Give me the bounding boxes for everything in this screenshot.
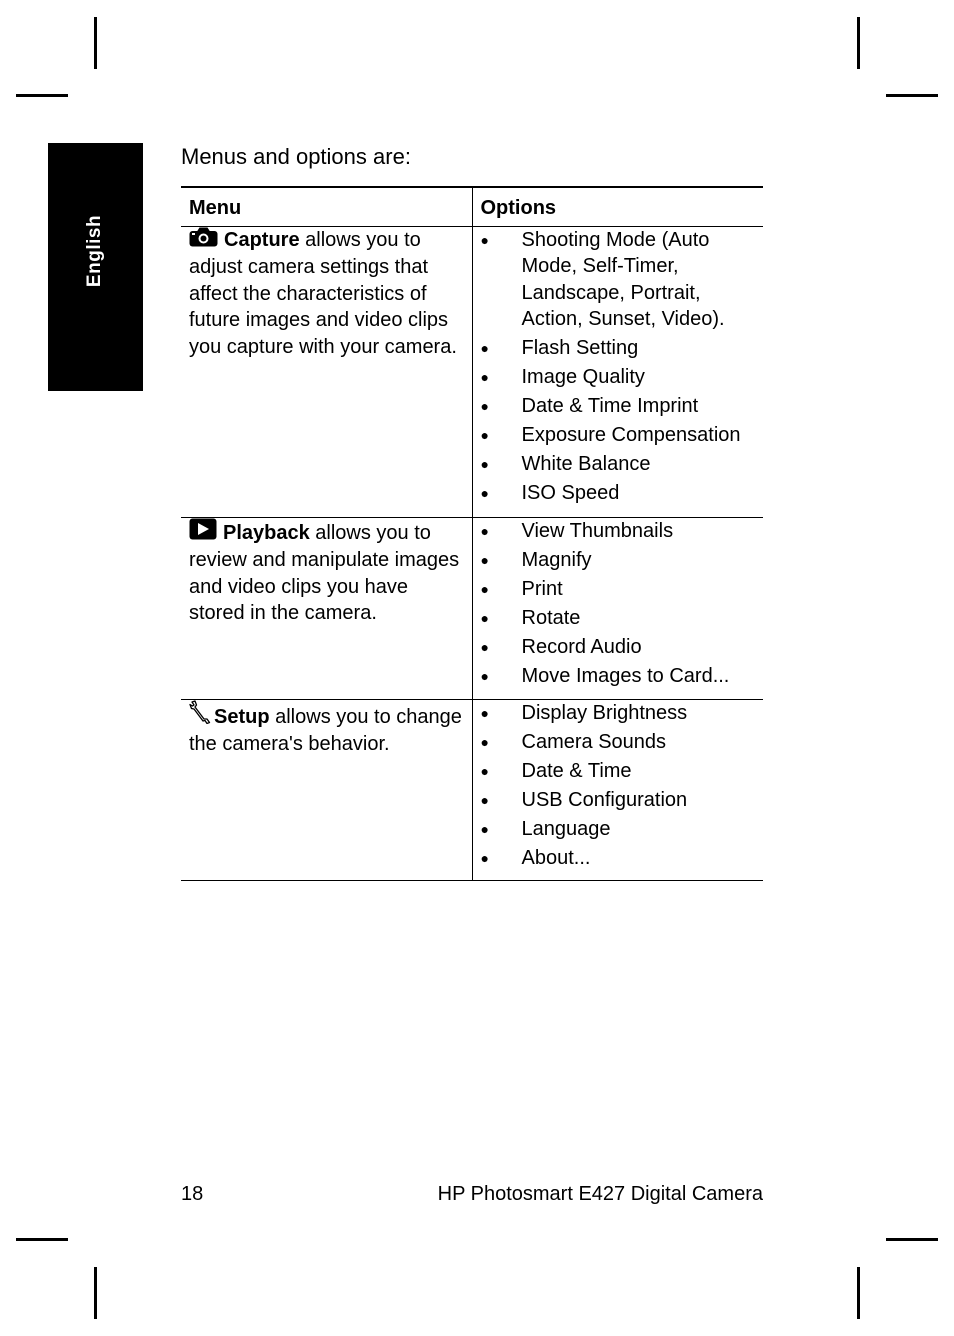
header-options: Options <box>472 187 763 226</box>
crop-mark <box>16 1238 68 1241</box>
crop-mark <box>94 17 97 69</box>
language-tab-label: English <box>84 214 105 288</box>
page-number: 18 <box>181 1183 204 1205</box>
crop-mark <box>94 1267 97 1319</box>
intro-text: Menus and options are: <box>181 144 411 169</box>
option-item: ● Record Audio <box>481 634 764 661</box>
option-item: ● USB Configuration <box>481 787 764 814</box>
option-item: ● Flash Setting <box>481 335 764 362</box>
menu-cell-capture <box>181 226 472 517</box>
menu-description-capture: allows you to adjust camera settings that affect the characteristics of future images and video clips you capture with your camera. <box>189 228 457 358</box>
option-item: ● Print <box>481 576 764 603</box>
option-item: ● Date & Time <box>481 758 764 785</box>
option-item: ● Magnify <box>481 547 764 574</box>
table-row-capture <box>181 226 763 517</box>
table-row-playback <box>181 517 763 699</box>
crop-mark <box>857 1267 860 1319</box>
menu-description-setup: allows you to change the camera's behavior. <box>189 705 462 755</box>
option-item: ● Image Quality <box>481 364 764 391</box>
wrench-icon <box>189 700 211 732</box>
option-item: ● View Thumbnails <box>481 518 764 545</box>
option-item: ● Camera Sounds <box>481 729 764 756</box>
options-list-capture <box>481 227 764 507</box>
option-item: ● Move Images to Card... <box>481 663 764 690</box>
playback-icon <box>189 518 217 548</box>
table-row-setup <box>181 699 763 880</box>
crop-mark <box>16 94 68 97</box>
options-list-setup <box>481 700 764 872</box>
options-cell-playback <box>472 517 763 699</box>
option-item: ● Rotate <box>481 605 764 632</box>
product-name: HP Photosmart E427 Digital Camera <box>437 1183 763 1205</box>
option-item: ● Shooting Mode (Auto Mode, Self-Timer, Landscape, Portrait, Action, Sunset, Video). <box>481 227 764 333</box>
option-item: ● About... <box>481 845 764 872</box>
menu-cell-playback <box>181 517 472 699</box>
camera-icon <box>189 227 218 255</box>
crop-mark <box>886 94 938 97</box>
table-header-row <box>181 187 763 226</box>
options-cell-capture <box>472 226 763 517</box>
option-item: ● Language <box>481 816 764 843</box>
option-item: ● Date & Time Imprint <box>481 393 764 420</box>
menu-description-playback: allows you to review and manipulate images and video clips you have stored in the camera. <box>189 521 460 624</box>
menu-name-capture: Capture <box>224 228 300 251</box>
options-list-playback <box>481 518 764 690</box>
option-item: ● White Balance <box>481 451 764 478</box>
options-cell-setup <box>472 699 763 880</box>
option-item: ● Display Brightness <box>481 700 764 727</box>
crop-mark <box>886 1238 938 1241</box>
menu-name-setup: Setup <box>214 705 270 728</box>
menus-options-table <box>181 186 763 881</box>
language-tab <box>48 143 143 391</box>
crop-mark <box>857 17 860 69</box>
option-item: ● ISO Speed <box>481 480 764 507</box>
menu-cell-setup <box>181 699 472 880</box>
option-item: ● Exposure Compensation <box>481 422 764 449</box>
menu-name-playback: Playback <box>223 521 310 544</box>
header-menu: Menu <box>181 187 472 226</box>
